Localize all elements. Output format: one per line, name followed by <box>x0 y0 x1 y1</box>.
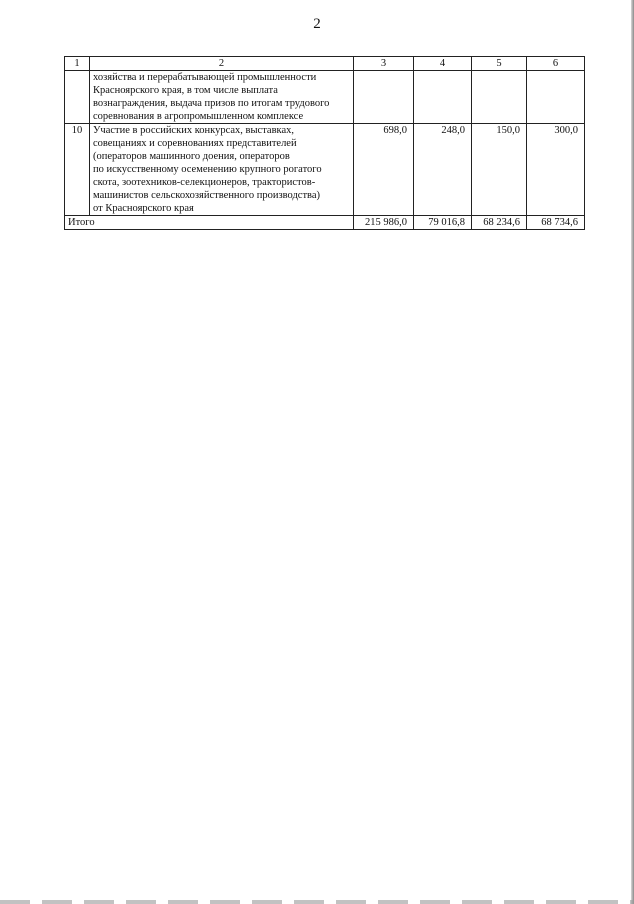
table-total-row <box>65 216 585 230</box>
total-label: Итого <box>65 216 354 230</box>
table-row <box>65 71 585 124</box>
header-cell: 2 <box>90 57 354 71</box>
header-cell: 4 <box>414 57 472 71</box>
value-cell-6 <box>527 71 585 124</box>
header-cell: 3 <box>354 57 414 71</box>
row-description <box>90 124 354 216</box>
value-cell-3 <box>354 71 414 124</box>
value-cell-6: 300,0 <box>527 124 585 216</box>
value-cell-4 <box>414 71 472 124</box>
description-line: от Красноярского края <box>93 203 194 214</box>
value-cell-4: 248,0 <box>414 124 472 216</box>
description-line: хозяйства и перерабатывающей промышленности <box>93 72 317 83</box>
header-cell: 1 <box>65 57 90 71</box>
description-line: Участие в российских конкурсах, выставках, <box>93 125 295 136</box>
row-description <box>90 71 354 124</box>
value-cell-5: 150,0 <box>472 124 527 216</box>
description-line: вознаграждения, выдача призов по итогам трудового <box>93 98 330 109</box>
total-cell-3: 215 986,0 <box>354 216 414 230</box>
page-number: 2 <box>313 16 321 32</box>
total-cell-6: 68 734,6 <box>527 216 585 230</box>
table-row <box>65 124 585 216</box>
total-cell-5: 68 234,6 <box>472 216 527 230</box>
header-cell: 5 <box>472 57 527 71</box>
scan-bottom-artifact <box>0 900 634 904</box>
description-line: (операторов машинного доения, операторов <box>93 151 290 162</box>
budget-table <box>64 56 585 230</box>
row-number: 10 <box>65 124 90 216</box>
description-line: соревнования в агропромышленном комплексе <box>93 111 304 122</box>
table-header-row <box>65 57 585 71</box>
description-line: машинистов сельскохозяйственного производства) <box>93 190 321 201</box>
row-number <box>65 71 90 124</box>
value-cell-5 <box>472 71 527 124</box>
header-cell: 6 <box>527 57 585 71</box>
value-cell-3: 698,0 <box>354 124 414 216</box>
description-line: скота, зоотехников-селекционеров, трактористов- <box>93 177 316 188</box>
description-line: совещаниях и соревнованиях представителей <box>93 138 297 149</box>
description-line: по искусственному осеменению крупного рогатого <box>93 164 322 175</box>
total-cell-4: 79 016,8 <box>414 216 472 230</box>
description-line: Красноярского края, в том числе выплата <box>93 85 278 96</box>
